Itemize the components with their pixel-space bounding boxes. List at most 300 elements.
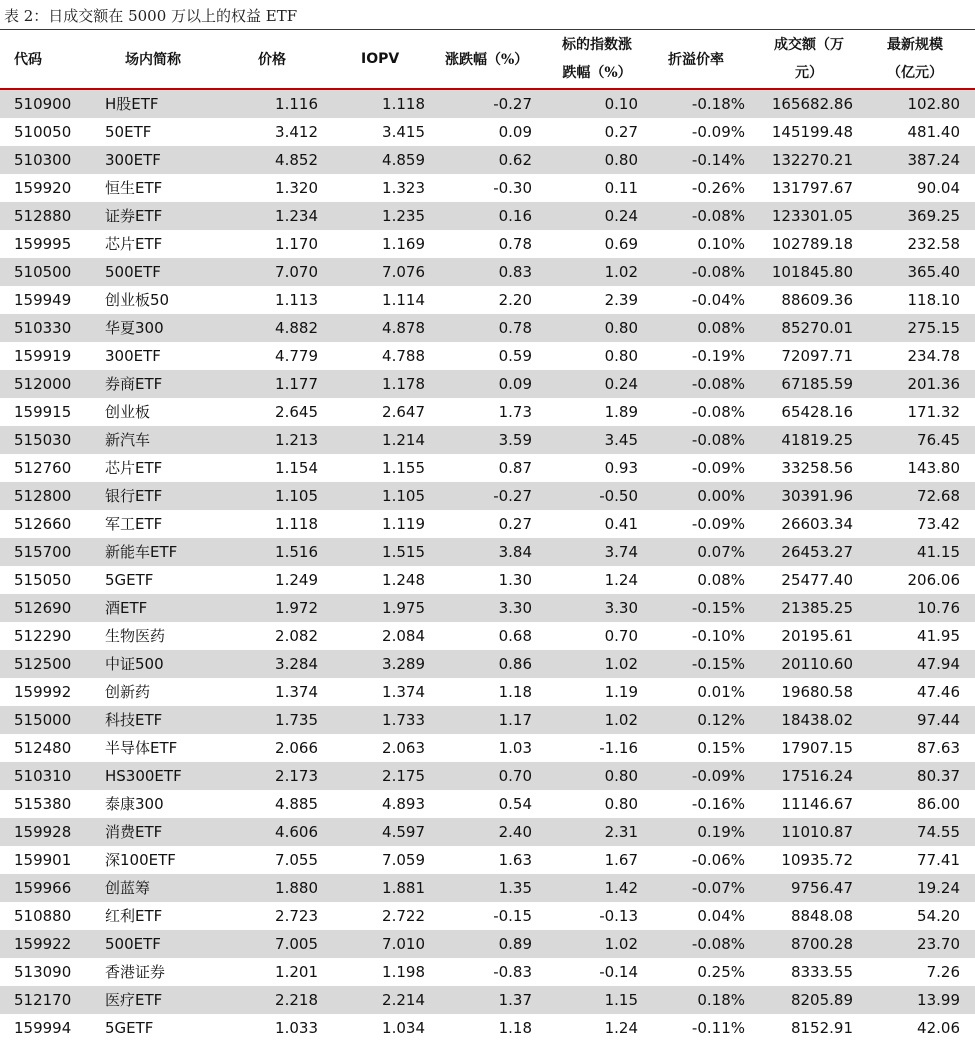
cell-code: 515380 — [14, 795, 72, 813]
cell-price: 7.055 — [275, 851, 318, 869]
cell-name: 证券ETF — [105, 207, 163, 225]
cell-change: 0.78 — [498, 235, 532, 253]
cell-name: 创蓝筹 — [105, 879, 151, 897]
cell-size: 76.45 — [917, 431, 960, 449]
table-row — [0, 370, 975, 398]
cell-turnover: 17907.15 — [781, 739, 853, 757]
table-row — [0, 230, 975, 258]
cell-size: 97.44 — [917, 711, 960, 729]
cell-name: 300ETF — [105, 347, 161, 365]
cell-iopv: 7.076 — [382, 263, 425, 281]
cell-code: 512760 — [14, 459, 72, 477]
cell-size: 234.78 — [907, 347, 960, 365]
cell-size: 232.58 — [907, 235, 960, 253]
cell-iopv: 1.881 — [382, 879, 425, 897]
cell-iopv: 2.214 — [382, 991, 425, 1009]
cell-price: 2.066 — [275, 739, 318, 757]
cell-name: 创新药 — [105, 683, 151, 701]
cell-iopv: 3.415 — [382, 123, 425, 141]
cell-size: 13.99 — [917, 991, 960, 1009]
table-row — [0, 902, 975, 930]
cell-change: 0.09 — [498, 123, 532, 141]
cell-price: 3.284 — [275, 655, 318, 673]
cell-size: 369.25 — [907, 207, 960, 225]
cell-name: HS300ETF — [105, 767, 182, 785]
cell-premium: 0.08% — [697, 571, 745, 589]
cell-name: 500ETF — [105, 935, 161, 953]
table-row — [0, 790, 975, 818]
header-size-line2: （亿元） — [887, 65, 943, 81]
cell-change: 0.54 — [498, 795, 532, 813]
table-row — [0, 762, 975, 790]
cell-premium: -0.07% — [691, 879, 745, 897]
cell-price: 1.118 — [275, 515, 318, 533]
cell-size: 72.68 — [917, 487, 960, 505]
table-row — [0, 734, 975, 762]
cell-iopv: 1.118 — [382, 95, 425, 113]
cell-size: 74.55 — [917, 823, 960, 841]
cell-size: 23.70 — [917, 935, 960, 953]
cell-change: 0.83 — [498, 263, 532, 281]
cell-size: 275.15 — [907, 319, 960, 337]
header-change: 涨跌幅（%） — [445, 52, 529, 68]
cell-change: 1.73 — [498, 403, 532, 421]
cell-iopv: 1.178 — [382, 375, 425, 393]
cell-name: 芯片ETF — [105, 235, 163, 253]
cell-size: 118.10 — [907, 291, 960, 309]
cell-turnover: 10935.72 — [781, 851, 853, 869]
table-row — [0, 286, 975, 314]
cell-index-change: 2.31 — [604, 823, 638, 841]
cell-turnover: 30391.96 — [781, 487, 853, 505]
header-index-change-line1: 标的指数涨 — [562, 37, 632, 53]
cell-code: 510050 — [14, 123, 72, 141]
cell-premium: 0.15% — [697, 739, 745, 757]
cell-code: 159949 — [14, 291, 72, 309]
cell-price: 1.154 — [275, 459, 318, 477]
cell-size: 206.06 — [907, 571, 960, 589]
cell-index-change: 0.27 — [604, 123, 638, 141]
cell-premium: -0.04% — [691, 291, 745, 309]
cell-size: 77.41 — [917, 851, 960, 869]
cell-turnover: 145199.48 — [771, 123, 853, 141]
cell-change: -0.27 — [493, 95, 532, 113]
cell-code: 512500 — [14, 655, 72, 673]
cell-price: 2.645 — [275, 403, 318, 421]
header-turnover-line2: 元） — [795, 65, 823, 81]
cell-premium: -0.09% — [691, 123, 745, 141]
cell-price: 2.723 — [275, 907, 318, 925]
cell-size: 54.20 — [917, 907, 960, 925]
cell-change: -0.15 — [493, 907, 532, 925]
table-header — [0, 30, 975, 90]
cell-name: 恒生ETF — [105, 179, 163, 197]
cell-turnover: 72097.71 — [781, 347, 853, 365]
table-row — [0, 958, 975, 986]
header-turnover-line1: 成交额（万 — [774, 37, 844, 53]
table-row — [0, 930, 975, 958]
cell-name: 深100ETF — [105, 851, 176, 869]
header-size-line1: 最新规模 — [887, 37, 943, 53]
cell-turnover: 8700.28 — [790, 935, 853, 953]
cell-index-change: 0.41 — [604, 515, 638, 533]
cell-size: 42.06 — [917, 1019, 960, 1037]
header-index-change-line2: 跌幅（%） — [562, 65, 632, 81]
cell-iopv: 1.323 — [382, 179, 425, 197]
cell-index-change: 3.74 — [604, 543, 638, 561]
cell-change: 1.18 — [498, 1019, 532, 1037]
cell-index-change: 0.80 — [604, 347, 638, 365]
cell-code: 510900 — [14, 95, 72, 113]
cell-change: 0.78 — [498, 319, 532, 337]
table-row — [0, 314, 975, 342]
cell-name: 50ETF — [105, 123, 152, 141]
cell-code: 515000 — [14, 711, 72, 729]
cell-code: 159920 — [14, 179, 72, 197]
cell-iopv: 4.859 — [382, 151, 425, 169]
cell-price: 1.201 — [275, 963, 318, 981]
cell-index-change: -0.14 — [599, 963, 638, 981]
cell-index-change: 0.69 — [604, 235, 638, 253]
cell-price: 1.170 — [275, 235, 318, 253]
cell-index-change: 2.39 — [604, 291, 638, 309]
cell-turnover: 11146.67 — [781, 795, 853, 813]
cell-turnover: 101845.80 — [771, 263, 853, 281]
cell-iopv: 1.155 — [382, 459, 425, 477]
cell-premium: 0.12% — [697, 711, 745, 729]
cell-code: 510500 — [14, 263, 72, 281]
cell-turnover: 41819.25 — [781, 431, 853, 449]
cell-index-change: 1.42 — [604, 879, 638, 897]
cell-size: 171.32 — [907, 403, 960, 421]
cell-iopv: 7.010 — [382, 935, 425, 953]
cell-iopv: 1.114 — [382, 291, 425, 309]
cell-price: 1.374 — [275, 683, 318, 701]
cell-change: 0.27 — [498, 515, 532, 533]
cell-index-change: 1.02 — [604, 711, 638, 729]
cell-premium: -0.16% — [691, 795, 745, 813]
cell-index-change: -1.16 — [599, 739, 638, 757]
cell-name: 消费ETF — [105, 823, 163, 841]
cell-code: 159992 — [14, 683, 72, 701]
cell-name: 中证500 — [105, 655, 164, 673]
cell-price: 1.735 — [275, 711, 318, 729]
cell-turnover: 67185.59 — [781, 375, 853, 393]
cell-turnover: 8152.91 — [790, 1019, 853, 1037]
cell-code: 510300 — [14, 151, 72, 169]
cell-price: 1.516 — [275, 543, 318, 561]
cell-premium: -0.08% — [691, 935, 745, 953]
cell-price: 1.113 — [275, 291, 318, 309]
cell-index-change: 0.10 — [604, 95, 638, 113]
cell-name: 酒ETF — [105, 599, 148, 617]
cell-name: 创业板 — [105, 403, 151, 421]
cell-code: 159966 — [14, 879, 72, 897]
cell-code: 159928 — [14, 823, 72, 841]
cell-iopv: 1.119 — [382, 515, 425, 533]
cell-name: 军工ETF — [105, 515, 163, 533]
cell-size: 481.40 — [907, 123, 960, 141]
cell-size: 7.26 — [926, 963, 960, 981]
cell-price: 4.779 — [275, 347, 318, 365]
cell-change: 0.70 — [498, 767, 532, 785]
cell-iopv: 1.198 — [382, 963, 425, 981]
cell-turnover: 123301.05 — [771, 207, 853, 225]
cell-change: 2.20 — [498, 291, 532, 309]
cell-change: 0.16 — [498, 207, 532, 225]
cell-turnover: 25477.40 — [781, 571, 853, 589]
table-row — [0, 426, 975, 454]
header-iopv: IOPV — [361, 51, 400, 67]
cell-code: 515030 — [14, 431, 72, 449]
header-turnover — [762, 30, 856, 88]
cell-index-change: -0.50 — [599, 487, 638, 505]
cell-iopv: 4.893 — [382, 795, 425, 813]
cell-code: 510310 — [14, 767, 72, 785]
cell-index-change: 0.80 — [604, 319, 638, 337]
cell-iopv: 1.515 — [382, 543, 425, 561]
cell-premium: -0.26% — [691, 179, 745, 197]
cell-turnover: 18438.02 — [781, 711, 853, 729]
cell-turnover: 8205.89 — [790, 991, 853, 1009]
cell-price: 1.116 — [275, 95, 318, 113]
cell-size: 80.37 — [917, 767, 960, 785]
table-caption: 表 2：日成交额在 5000 万以上的权益 ETF — [0, 0, 975, 30]
cell-code: 159994 — [14, 1019, 72, 1037]
cell-premium: 0.04% — [697, 907, 745, 925]
cell-iopv: 4.788 — [382, 347, 425, 365]
cell-code: 512880 — [14, 207, 72, 225]
cell-premium: 0.07% — [697, 543, 745, 561]
cell-price: 7.070 — [275, 263, 318, 281]
cell-name: 香港证券 — [105, 963, 166, 981]
cell-change: 0.59 — [498, 347, 532, 365]
table-row — [0, 398, 975, 426]
cell-price: 2.218 — [275, 991, 318, 1009]
cell-size: 73.42 — [917, 515, 960, 533]
cell-code: 512800 — [14, 487, 72, 505]
cell-index-change: 0.24 — [604, 375, 638, 393]
cell-name: 红利ETF — [105, 907, 163, 925]
cell-premium: -0.08% — [691, 375, 745, 393]
cell-change: 1.18 — [498, 683, 532, 701]
cell-turnover: 20110.60 — [781, 655, 853, 673]
table-row — [0, 258, 975, 286]
cell-turnover: 17516.24 — [781, 767, 853, 785]
cell-iopv: 3.289 — [382, 655, 425, 673]
table-row — [0, 118, 975, 146]
cell-premium: -0.08% — [691, 207, 745, 225]
cell-name: 新汽车 — [105, 431, 151, 449]
table-row — [0, 538, 975, 566]
cell-iopv: 2.084 — [382, 627, 425, 645]
cell-iopv: 1.169 — [382, 235, 425, 253]
cell-price: 1.320 — [275, 179, 318, 197]
cell-premium: 0.19% — [697, 823, 745, 841]
cell-code: 159995 — [14, 235, 72, 253]
table-row — [0, 650, 975, 678]
cell-code: 512690 — [14, 599, 72, 617]
cell-premium: -0.09% — [691, 515, 745, 533]
cell-iopv: 1.235 — [382, 207, 425, 225]
cell-index-change: -0.13 — [599, 907, 638, 925]
cell-turnover: 131797.67 — [771, 179, 853, 197]
cell-size: 47.94 — [917, 655, 960, 673]
cell-name: 500ETF — [105, 263, 161, 281]
cell-size: 10.76 — [917, 599, 960, 617]
cell-code: 512480 — [14, 739, 72, 757]
cell-index-change: 0.80 — [604, 767, 638, 785]
cell-price: 1.105 — [275, 487, 318, 505]
table-row — [0, 510, 975, 538]
cell-code: 515700 — [14, 543, 72, 561]
cell-index-change: 1.15 — [604, 991, 638, 1009]
cell-premium: -0.14% — [691, 151, 745, 169]
cell-iopv: 4.878 — [382, 319, 425, 337]
cell-turnover: 11010.87 — [781, 823, 853, 841]
table-row — [0, 174, 975, 202]
cell-code: 515050 — [14, 571, 72, 589]
cell-premium: -0.15% — [691, 599, 745, 617]
cell-code: 159915 — [14, 403, 72, 421]
cell-iopv: 1.975 — [382, 599, 425, 617]
cell-index-change: 0.11 — [604, 179, 638, 197]
cell-change: 0.89 — [498, 935, 532, 953]
cell-price: 4.852 — [275, 151, 318, 169]
cell-turnover: 19680.58 — [781, 683, 853, 701]
cell-index-change: 3.30 — [604, 599, 638, 617]
cell-turnover: 21385.25 — [781, 599, 853, 617]
table-row — [0, 678, 975, 706]
cell-index-change: 1.02 — [604, 655, 638, 673]
cell-iopv: 2.175 — [382, 767, 425, 785]
cell-index-change: 1.24 — [604, 1019, 638, 1037]
cell-index-change: 0.80 — [604, 151, 638, 169]
cell-size: 86.00 — [917, 795, 960, 813]
cell-size: 387.24 — [907, 151, 960, 169]
cell-name: 科技ETF — [105, 711, 163, 729]
header-index-change — [552, 30, 642, 88]
cell-price: 1.972 — [275, 599, 318, 617]
cell-size: 41.15 — [917, 543, 960, 561]
cell-index-change: 0.93 — [604, 459, 638, 477]
cell-turnover: 33258.56 — [781, 459, 853, 477]
cell-price: 2.082 — [275, 627, 318, 645]
cell-index-change: 1.19 — [604, 683, 638, 701]
cell-price: 2.173 — [275, 767, 318, 785]
cell-price: 4.885 — [275, 795, 318, 813]
cell-change: 3.84 — [498, 543, 532, 561]
cell-size: 41.95 — [917, 627, 960, 645]
cell-price: 3.412 — [275, 123, 318, 141]
cell-name: 300ETF — [105, 151, 161, 169]
table-row — [0, 818, 975, 846]
cell-turnover: 65428.16 — [781, 403, 853, 421]
cell-size: 201.36 — [907, 375, 960, 393]
cell-change: -0.27 — [493, 487, 532, 505]
cell-index-change: 0.70 — [604, 627, 638, 645]
cell-change: 1.35 — [498, 879, 532, 897]
cell-name: 泰康300 — [105, 795, 164, 813]
cell-iopv: 2.063 — [382, 739, 425, 757]
cell-iopv: 7.059 — [382, 851, 425, 869]
header-code: 代码 — [14, 52, 42, 68]
cell-name: H股ETF — [105, 95, 159, 113]
cell-name: 5GETF — [105, 1019, 154, 1037]
cell-size: 19.24 — [917, 879, 960, 897]
cell-premium: -0.06% — [691, 851, 745, 869]
cell-turnover: 8848.08 — [790, 907, 853, 925]
cell-code: 512000 — [14, 375, 72, 393]
table-row — [0, 594, 975, 622]
cell-premium: -0.08% — [691, 263, 745, 281]
cell-index-change: 1.89 — [604, 403, 638, 421]
cell-price: 4.606 — [275, 823, 318, 841]
header-price: 价格 — [258, 52, 286, 68]
cell-premium: 0.00% — [697, 487, 745, 505]
cell-iopv: 2.647 — [382, 403, 425, 421]
cell-turnover: 88609.36 — [781, 291, 853, 309]
cell-code: 512170 — [14, 991, 72, 1009]
cell-name: 半导体ETF — [105, 739, 178, 757]
cell-change: 1.30 — [498, 571, 532, 589]
cell-premium: -0.15% — [691, 655, 745, 673]
cell-index-change: 1.24 — [604, 571, 638, 589]
cell-premium: -0.08% — [691, 431, 745, 449]
cell-premium: 0.08% — [697, 319, 745, 337]
table-row — [0, 622, 975, 650]
cell-size: 102.80 — [907, 95, 960, 113]
cell-name: 新能车ETF — [105, 543, 178, 561]
table-row — [0, 342, 975, 370]
cell-name: 5GETF — [105, 571, 154, 589]
cell-price: 1.177 — [275, 375, 318, 393]
cell-iopv: 4.597 — [382, 823, 425, 841]
cell-change: -0.83 — [493, 963, 532, 981]
table-row — [0, 874, 975, 902]
cell-change: 0.68 — [498, 627, 532, 645]
cell-size: 90.04 — [917, 179, 960, 197]
cell-change: 3.30 — [498, 599, 532, 617]
cell-size: 365.40 — [907, 263, 960, 281]
cell-price: 1.213 — [275, 431, 318, 449]
table-row — [0, 1014, 975, 1042]
cell-iopv: 1.034 — [382, 1019, 425, 1037]
header-name: 场内简称 — [125, 52, 181, 68]
cell-premium: -0.09% — [691, 459, 745, 477]
cell-code: 510880 — [14, 907, 72, 925]
cell-premium: -0.08% — [691, 403, 745, 421]
cell-price: 1.249 — [275, 571, 318, 589]
cell-premium: -0.09% — [691, 767, 745, 785]
cell-premium: 0.25% — [697, 963, 745, 981]
cell-turnover: 102789.18 — [771, 235, 853, 253]
cell-premium: -0.19% — [691, 347, 745, 365]
table-row — [0, 454, 975, 482]
cell-index-change: 3.45 — [604, 431, 638, 449]
cell-iopv: 1.733 — [382, 711, 425, 729]
cell-code: 159922 — [14, 935, 72, 953]
cell-code: 512660 — [14, 515, 72, 533]
cell-change: 0.62 — [498, 151, 532, 169]
cell-premium: 0.10% — [697, 235, 745, 253]
cell-change: 1.03 — [498, 739, 532, 757]
table-row — [0, 482, 975, 510]
header-size — [873, 30, 957, 88]
cell-iopv: 1.105 — [382, 487, 425, 505]
cell-price: 1.033 — [275, 1019, 318, 1037]
cell-change: 2.40 — [498, 823, 532, 841]
